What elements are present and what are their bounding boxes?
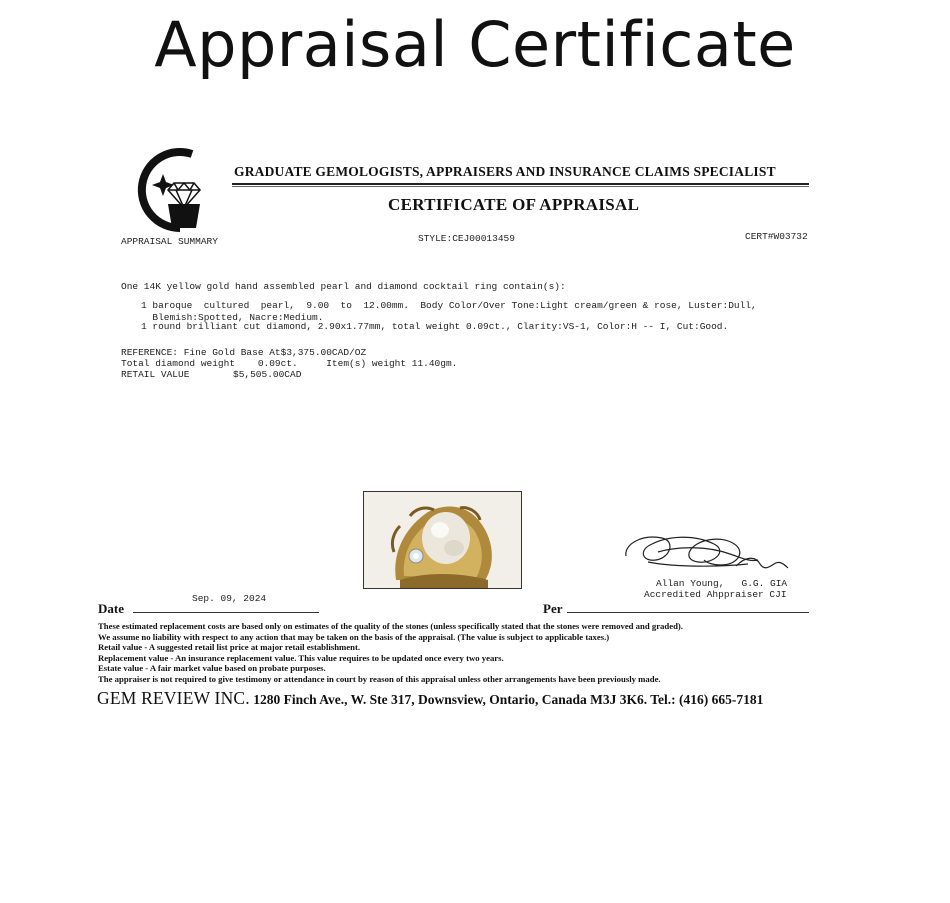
- company-footer: [97, 688, 763, 709]
- ring-photo: [363, 491, 522, 589]
- appraiser-title: Accredited Ahppraiser CJI: [644, 589, 787, 600]
- item-description: One 14K yellow gold hand assembled pearl and diamond cocktail ring contain(s):: [121, 281, 566, 292]
- disclaimer-line: Replacement value - An insurance replacement value. This value requires to be updated once every two years.: [98, 652, 504, 663]
- pearl-details-cont: Blemish:Spotted, Nacre:Medium.: [141, 312, 324, 323]
- date-label: Date: [98, 601, 124, 616]
- company-address: 1280 Finch Ave., W. Ste 317, Downsview, Ontario, Canada M3J 3K6.: [253, 692, 648, 707]
- date-line: [133, 612, 319, 613]
- style-number: STYLE:CEJ00013459: [418, 233, 515, 244]
- weights-line: Total diamond weight 0.09ct. Item(s) weight 11.40gm.: [121, 358, 458, 369]
- company-name: GEM REVIEW INC.: [97, 688, 250, 708]
- disclaimer-line: Retail value - A suggested retail list price at major retail establishment.: [98, 642, 361, 652]
- header-rule: [232, 183, 809, 185]
- appraisal-summary-label: APPRAISAL SUMMARY: [121, 236, 218, 247]
- company-phone: Tel.: (416) 665-7181: [650, 692, 764, 707]
- date-value: Sep. 09, 2024: [192, 593, 267, 604]
- company-logo: [120, 140, 212, 240]
- retail-value: $5,505.00CAD: [233, 369, 302, 380]
- certificate-title: CERTIFICATE OF APPRAISAL: [388, 195, 640, 214]
- diamond-details: 1 round brilliant cut diamond, 2.90x1.77mm, total weight 0.09ct., Clarity:VS-1, Color:H -- I, Cut:Good.: [141, 321, 729, 332]
- certificate-number: CERT#W03732: [745, 231, 808, 242]
- disclaimer-line: The appraiser is not required to give testimony or attendance in court by reason of this appraisal unless other arrangements have been previously made.: [98, 673, 661, 684]
- header-rule-thin: [232, 186, 809, 187]
- disclaimer-line: We assume no liability with respect to any action that may be taken on the basis of the appraisal. (The value is subject to applicable taxes.): [98, 631, 610, 642]
- per-label: Per: [543, 601, 563, 616]
- pearl-details: 1 baroque cultured pearl, 9.00 to 12.00mm. Body Color/Over Tone:Light cream/green & rose, Luster:Dull,: [141, 300, 757, 311]
- appraiser-signature: [618, 516, 793, 582]
- per-line: [567, 612, 809, 613]
- page-title: Appraisal Certificate: [154, 8, 796, 81]
- organization-name: GRADUATE GEMOLOGISTS, APPRAISERS AND INSURANCE CLAIMS SPECIALIST: [234, 164, 776, 179]
- disclaimer-line: These estimated replacement costs are based only on estimates of the quality of the stones (unless specifically stated that the stones were removed and graded).: [98, 621, 683, 631]
- reference-line: REFERENCE: Fine Gold Base At$3,375.00CAD/OZ: [121, 347, 367, 358]
- disclaimer-line: Estate value - A fair market value based on probate purposes.: [98, 663, 326, 673]
- appraiser-name: Allan Young, G.G. GIA: [656, 578, 788, 589]
- retail-value-label: RETAIL VALUE: [121, 369, 190, 380]
